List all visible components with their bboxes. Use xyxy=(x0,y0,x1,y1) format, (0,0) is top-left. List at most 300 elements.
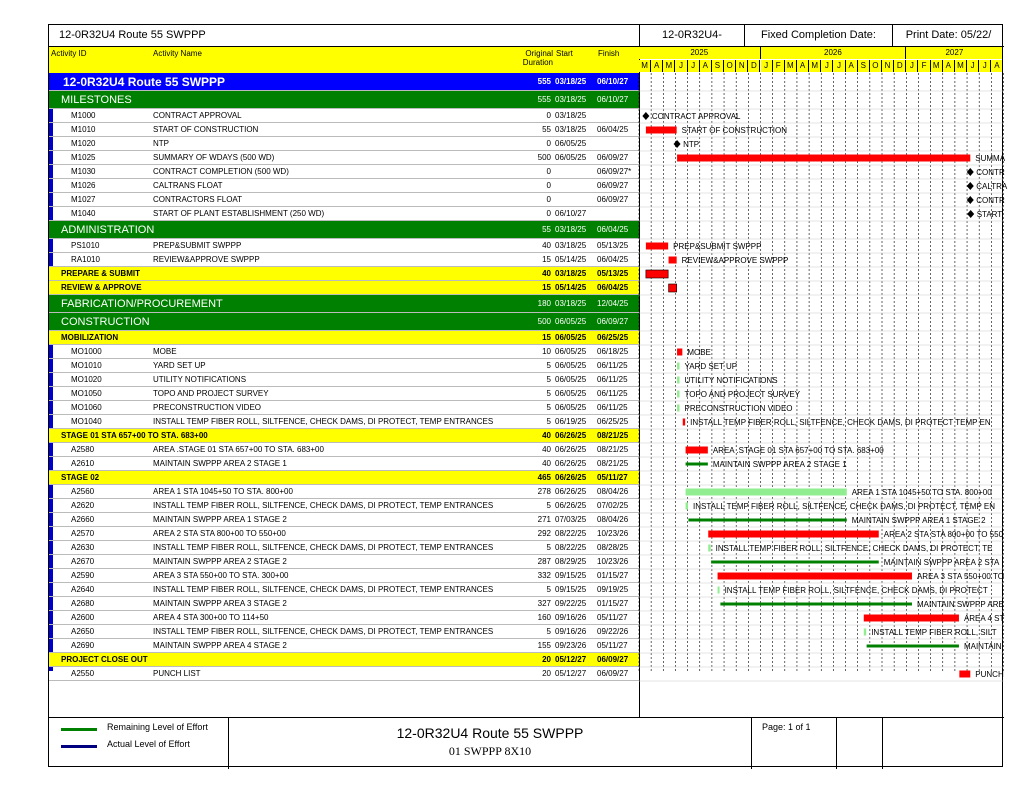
activity-row[interactable] xyxy=(49,667,639,681)
cell-dur: 40 xyxy=(542,241,551,250)
gantt-label: REVIEW&APPROVE SWPPP xyxy=(681,256,789,265)
year-2025: 2025 xyxy=(639,47,761,59)
gantt-bar[interactable] xyxy=(708,531,879,538)
cell-name: MAINTAIN SWPPP AREA 2 STAGE 2 xyxy=(153,557,287,566)
summary-row[interactable] xyxy=(49,73,639,91)
cell-name: AREA 1 STA 1045+50 TO STA. 800+00 xyxy=(153,487,293,496)
month-header: J xyxy=(688,60,700,72)
cell-finish: 06/04/25 xyxy=(597,125,629,134)
cell-dur: 5 xyxy=(546,417,551,426)
cell-name: MAINTAIN SWPPP AREA 2 STAGE 1 xyxy=(153,459,287,468)
summary-row[interactable] xyxy=(49,295,639,313)
schedule-report xyxy=(48,24,1008,767)
cell-id: A2610 xyxy=(71,459,95,468)
cell-id: STAGE 02 xyxy=(61,473,100,482)
cell-id: M1020 xyxy=(71,139,96,148)
cell-name: MAINTAIN SWPPP AREA 4 STAGE 2 xyxy=(153,641,287,650)
cell-dur: 40 xyxy=(542,445,551,454)
gantt-bar[interactable] xyxy=(711,561,879,564)
cell-dur: 278 xyxy=(537,487,551,496)
activity-row[interactable] xyxy=(49,541,639,555)
cell-name: AREA 4 STA 300+00 TO 114+50 xyxy=(153,613,269,622)
report-title: 12-0R32U4 Route 55 SWPPP xyxy=(59,29,206,41)
gantt-bar[interactable] xyxy=(686,489,847,496)
footer-subtitle: 01 SWPPP 8X10 xyxy=(448,744,532,758)
cell-dur: 15 xyxy=(542,333,551,342)
gantt-bar[interactable] xyxy=(677,155,970,162)
cell-dur: 55 xyxy=(542,125,551,134)
legend-remaining-label: Remaining Level of Effort xyxy=(107,722,208,732)
cell-id: A2600 xyxy=(71,613,95,622)
month-header: A xyxy=(943,60,955,72)
gantt-label: MAINTAIN SWPPP AREA 1 STAGE 2 xyxy=(851,516,986,525)
month-header: J xyxy=(967,60,979,72)
cell-dur: 5 xyxy=(546,375,551,384)
cell-start: 09/22/25 xyxy=(555,599,587,608)
gantt-bar[interactable] xyxy=(677,405,679,412)
summary-row[interactable] xyxy=(49,313,639,331)
cell-id: MO1020 xyxy=(71,375,102,384)
gantt-bar[interactable] xyxy=(669,257,677,264)
footer-title: 12-0R32U4 Route 55 SWPPP xyxy=(396,725,584,741)
gantt-label: PRECONSTRUCTION VIDEO xyxy=(684,404,793,413)
activity-row[interactable] xyxy=(49,401,639,415)
cell-id: CONSTRUCTION xyxy=(61,316,150,328)
cell-id: PREPARE & SUBMIT xyxy=(61,269,140,278)
activity-row[interactable] xyxy=(49,443,639,457)
cell-start: 05/14/25 xyxy=(555,255,587,264)
gantt-chart xyxy=(639,73,1008,679)
activity-row[interactable] xyxy=(49,165,639,179)
fixed-completion-label: Fixed Completion Date: xyxy=(761,29,876,41)
cell-finish: 06/10/27 xyxy=(597,77,629,86)
cell-name: START OF CONSTRUCTION xyxy=(153,125,259,134)
cell-id: A2640 xyxy=(71,585,95,594)
month-header: A xyxy=(797,60,809,72)
cell-start: 08/22/25 xyxy=(555,529,587,538)
cell-dur: 20 xyxy=(542,655,551,664)
activity-row[interactable] xyxy=(49,499,639,513)
gantt-bar[interactable] xyxy=(864,615,959,622)
gantt-label: UTILITY NOTIFICATIONS xyxy=(684,376,778,385)
cell-name: NTP xyxy=(153,139,169,148)
month-header: A xyxy=(846,60,858,72)
cell-dur: 465 xyxy=(537,473,551,482)
cell-id: ADMINISTRATION xyxy=(61,224,155,236)
col-finish[interactable]: Finish xyxy=(598,49,620,58)
gantt-bar[interactable] xyxy=(720,603,912,606)
month-header: J xyxy=(675,60,687,72)
cell-id: MO1010 xyxy=(71,361,102,370)
cell-dur: 0 xyxy=(546,111,551,120)
gantt-label: AREA .STAGE 01 STA 657+00 TO STA. 683+00 xyxy=(712,446,884,455)
month-header: J xyxy=(906,60,918,72)
gantt-bar[interactable] xyxy=(864,629,866,636)
cell-finish: 06/09/27 xyxy=(597,655,629,664)
gantt-bar[interactable] xyxy=(688,519,846,522)
cell-id: 12-0R32U4 Route 55 SWPPP xyxy=(63,75,226,89)
activity-row[interactable] xyxy=(49,513,639,527)
cell-start: 06/26/25 xyxy=(555,431,587,440)
month-header: A xyxy=(700,60,712,72)
cell-name: MAINTAIN SWPPP AREA 3 STAGE 2 xyxy=(153,599,287,608)
milestone-marker[interactable] xyxy=(967,196,974,204)
cell-dur: 500 xyxy=(537,153,551,162)
cell-start: 09/23/26 xyxy=(555,641,587,650)
summary-row[interactable] xyxy=(49,281,639,295)
cell-finish: 06/18/25 xyxy=(597,347,629,356)
gantt-label: YARD SET UP xyxy=(684,362,738,371)
cell-dur: 555 xyxy=(537,95,551,104)
activity-row[interactable] xyxy=(49,611,639,625)
cell-finish: 06/11/25 xyxy=(597,375,628,384)
month-header: N xyxy=(882,60,894,72)
month-header: M xyxy=(663,60,675,72)
cell-start: 06/19/25 xyxy=(555,417,587,426)
cell-dur: 40 xyxy=(542,459,551,468)
cell-start: 07/03/25 xyxy=(555,515,587,524)
summary-row[interactable] xyxy=(49,221,639,239)
cell-start: 06/05/25 xyxy=(555,317,587,326)
cell-start: 06/05/25 xyxy=(555,403,587,412)
gantt-bar[interactable] xyxy=(677,349,682,356)
cell-start: 03/18/25 xyxy=(555,225,587,234)
cell-start: 06/05/25 xyxy=(555,153,587,162)
cell-finish: 06/04/25 xyxy=(597,283,629,292)
cell-start: 09/15/25 xyxy=(555,585,587,594)
cell-name: CONTRACTORS FLOAT xyxy=(153,195,243,204)
cell-id: REVIEW & APPROVE xyxy=(61,283,142,292)
gantt-bar[interactable] xyxy=(708,545,710,552)
cell-id: M1025 xyxy=(71,153,96,162)
activity-row[interactable] xyxy=(49,387,639,401)
cell-finish: 08/21/25 xyxy=(597,431,629,440)
gantt-label: MAINTAIN xyxy=(963,642,1002,651)
gantt-label: INSTALL TEMP FIBER ROLL, SILTFENCE, CHECK DAMS, DI PROTECT xyxy=(724,586,988,595)
activity-row[interactable] xyxy=(49,639,639,653)
cell-name: INSTALL TEMP FIBER ROLL, SILTFENCE, CHECK DAMS, DI PROTECT, TEMP ENTRANCES xyxy=(153,627,494,636)
gantt-bar[interactable] xyxy=(686,463,708,466)
activity-row[interactable] xyxy=(49,137,639,151)
cell-dur: 20 xyxy=(542,669,551,678)
cell-dur: 15 xyxy=(542,283,551,292)
gantt-bar[interactable] xyxy=(646,127,677,134)
gantt-label: INSTALL TEMP FIBER ROLL, SILTFENCE, CHECK DAMS, DI PROTECT TEMP EN xyxy=(690,418,991,427)
gantt-label: NTP xyxy=(683,140,700,149)
gantt-bar[interactable] xyxy=(686,447,708,454)
cell-finish: 08/28/25 xyxy=(597,543,629,552)
month-header: J xyxy=(979,60,991,72)
cell-id: A2670 xyxy=(71,557,95,566)
activity-row[interactable] xyxy=(49,359,639,373)
cell-start: 06/05/25 xyxy=(555,389,587,398)
cell-finish: 06/10/27 xyxy=(597,95,629,104)
activity-row[interactable] xyxy=(49,527,639,541)
cell-id: MO1050 xyxy=(71,389,102,398)
cell-dur: 271 xyxy=(537,515,551,524)
activity-row[interactable] xyxy=(49,569,639,583)
gantt-label: MOBE xyxy=(687,348,711,357)
month-header: S xyxy=(858,60,870,72)
cell-finish: 06/09/27 xyxy=(597,181,629,190)
cell-dur: 332 xyxy=(537,571,551,580)
gantt-label: TOPO AND PROJECT SURVEY xyxy=(684,390,801,399)
activity-row[interactable] xyxy=(49,555,639,569)
summary-row[interactable] xyxy=(49,267,639,281)
month-header: N xyxy=(736,60,748,72)
activity-row[interactable] xyxy=(49,597,639,611)
footer-title-block xyxy=(229,718,751,769)
activity-row[interactable] xyxy=(49,151,639,165)
cell-id: RA1010 xyxy=(71,255,100,264)
month-header: J xyxy=(761,60,773,72)
month-header: M xyxy=(785,60,797,72)
cell-finish: 09/22/26 xyxy=(597,627,629,636)
cell-finish: 05/13/25 xyxy=(597,269,629,278)
cell-start: 03/18/25 xyxy=(555,269,587,278)
milestone-marker[interactable] xyxy=(967,210,974,218)
gantt-label: CONTR xyxy=(976,168,1005,177)
cell-id: A2560 xyxy=(71,487,95,496)
col-activity-id[interactable]: Activity ID xyxy=(51,49,87,58)
cell-id: A2690 xyxy=(71,641,95,650)
cell-finish: 05/11/27 xyxy=(597,473,628,482)
cell-start: 03/18/25 xyxy=(555,299,587,308)
cell-dur: 5 xyxy=(546,501,551,510)
gantt-label: AREA 2 STA STA 800+00 TO 550 xyxy=(883,530,1004,539)
cell-finish: 01/15/27 xyxy=(597,571,629,580)
gantt-bar[interactable] xyxy=(677,363,679,370)
cell-start: 06/05/25 xyxy=(555,333,587,342)
cell-name: MOBE xyxy=(153,347,177,356)
project-code-cell xyxy=(639,25,744,47)
summary-bar[interactable] xyxy=(669,284,677,292)
cell-finish: 06/09/27* xyxy=(597,167,632,176)
summary-row[interactable] xyxy=(49,471,639,485)
cell-id: A2580 xyxy=(71,445,95,454)
cell-name: TOPO AND PROJECT SURVEY xyxy=(153,389,269,398)
cell-finish: 07/02/25 xyxy=(597,501,629,510)
cell-dur: 180 xyxy=(537,299,551,308)
cell-start: 09/16/26 xyxy=(555,613,587,622)
gantt-bar[interactable] xyxy=(718,573,912,580)
summary-row[interactable] xyxy=(49,91,639,109)
cell-start: 06/05/25 xyxy=(555,139,587,148)
cell-dur: 155 xyxy=(537,641,551,650)
cell-start: 06/26/25 xyxy=(555,473,587,482)
cell-start: 03/18/25 xyxy=(555,125,587,134)
gantt-bar[interactable] xyxy=(959,671,970,678)
cell-finish: 10/23/26 xyxy=(597,557,629,566)
milestone-marker[interactable] xyxy=(642,112,649,120)
cell-name: AREA .STAGE 01 STA 657+00 TO STA. 683+00 xyxy=(153,445,324,454)
cell-finish: 08/04/26 xyxy=(597,487,629,496)
milestone-marker[interactable] xyxy=(967,182,974,190)
activity-row[interactable] xyxy=(49,179,639,193)
cell-id: M1030 xyxy=(71,167,96,176)
gantt-bar[interactable] xyxy=(686,503,688,510)
summary-row[interactable] xyxy=(49,429,639,443)
cell-dur: 160 xyxy=(537,613,551,622)
gantt-label: MAINTAIN SWPPP ARE xyxy=(916,600,1004,609)
cell-start: 03/18/25 xyxy=(555,95,587,104)
summary-bar[interactable] xyxy=(646,270,668,278)
gantt-label: PREP&SUBMIT SWPPP xyxy=(673,242,762,251)
cell-id: MILESTONES xyxy=(61,94,132,106)
cell-name: REVIEW&APPROVE SWPPP xyxy=(153,255,260,264)
gantt-bar[interactable] xyxy=(677,391,679,398)
gantt-bar[interactable] xyxy=(646,243,668,250)
month-header: J xyxy=(833,60,845,72)
cell-name: SUMMARY OF WDAYS (500 WD) xyxy=(153,153,275,162)
cell-start: 09/15/25 xyxy=(555,571,587,580)
gantt-label: AREA 4 ST xyxy=(963,614,1005,623)
activity-row[interactable] xyxy=(49,625,639,639)
cell-finish: 05/13/25 xyxy=(597,241,629,250)
activity-row[interactable] xyxy=(49,415,639,429)
cell-name: PUNCH LIST xyxy=(153,669,201,678)
cell-finish: 06/09/27 xyxy=(597,195,629,204)
activity-row[interactable] xyxy=(49,583,639,597)
cell-id: MO1060 xyxy=(71,403,102,412)
cell-name: AREA 3 STA 550+00 TO STA. 300+00 xyxy=(153,571,289,580)
cell-start: 06/10/27 xyxy=(555,209,587,218)
cell-start: 06/26/25 xyxy=(555,459,587,468)
report-header-left xyxy=(49,25,639,47)
month-header: M xyxy=(639,60,651,72)
gantt-label: INSTALL TEMP FIBER ROLL, SILT xyxy=(871,628,997,637)
cell-finish: 12/04/25 xyxy=(597,299,629,308)
month-header: J xyxy=(821,60,833,72)
cell-name: INSTALL TEMP FIBER ROLL, SILTFENCE, CHECK DAMS, DI PROTECT, TEMP ENTRANCES xyxy=(153,417,494,426)
col-duration[interactable]: Original Duration xyxy=(522,49,553,67)
cell-start: 05/12/27 xyxy=(555,655,587,664)
gantt-bar[interactable] xyxy=(683,419,685,426)
gantt-label: START xyxy=(976,210,1003,219)
month-header: M xyxy=(931,60,943,72)
cell-dur: 0 xyxy=(546,167,551,176)
cell-id: A2660 xyxy=(71,515,95,524)
cell-name: START OF PLANT ESTABLISHMENT (250 WD) xyxy=(153,209,325,218)
cell-finish: 06/04/25 xyxy=(597,225,629,234)
cell-finish: 08/21/25 xyxy=(597,459,629,468)
cell-dur: 15 xyxy=(542,255,551,264)
month-header: M xyxy=(955,60,967,72)
cell-id: STAGE 01 STA 657+00 TO STA. 683+00 xyxy=(61,431,208,440)
activity-row[interactable] xyxy=(49,123,639,137)
gantt-label: CALTRA xyxy=(976,182,1008,191)
col-start[interactable]: Start xyxy=(556,49,573,58)
month-header: D xyxy=(748,60,760,72)
summary-row[interactable] xyxy=(49,653,639,667)
activity-row[interactable] xyxy=(49,485,639,499)
cell-start: 05/14/25 xyxy=(555,283,587,292)
cell-finish: 06/09/27 xyxy=(597,669,629,678)
month-header: M xyxy=(809,60,821,72)
cell-name: CONTRACT COMPLETION (500 WD) xyxy=(153,167,289,176)
activity-row[interactable] xyxy=(49,193,639,207)
month-header: O xyxy=(724,60,736,72)
cell-dur: 500 xyxy=(537,317,551,326)
cell-dur: 5 xyxy=(546,585,551,594)
cell-id: MOBILIZATION xyxy=(61,333,119,342)
print-date-label: Print Date: 05/22/ xyxy=(905,29,992,41)
activity-row[interactable] xyxy=(49,239,639,253)
gantt-label: CONTRACT APPROVAL xyxy=(651,112,741,121)
milestone-marker[interactable] xyxy=(967,168,974,176)
cell-id: A2590 xyxy=(71,571,95,580)
cell-id: A2650 xyxy=(71,627,95,636)
cell-start: 05/12/27 xyxy=(555,669,587,678)
cell-dur: 555 xyxy=(537,77,551,86)
cell-dur: 0 xyxy=(546,209,551,218)
gantt-label: CONTR xyxy=(976,196,1005,205)
activity-row[interactable] xyxy=(49,109,639,123)
gantt-label: START OF CONSTRUCTION xyxy=(681,126,788,135)
cell-finish: 06/11/25 xyxy=(597,361,628,370)
activity-row[interactable] xyxy=(49,373,639,387)
col-activity-name[interactable]: Activity Name xyxy=(153,49,202,58)
activity-row[interactable] xyxy=(49,457,639,471)
cell-start: 06/05/25 xyxy=(555,347,587,356)
summary-row[interactable] xyxy=(49,331,639,345)
gantt-bar[interactable] xyxy=(867,645,959,648)
legend xyxy=(49,718,229,769)
year-2026: 2026 xyxy=(761,47,907,59)
cell-id: FABRICATION/PROCUREMENT xyxy=(61,298,223,310)
activity-row[interactable] xyxy=(49,207,639,221)
cell-id: MO1040 xyxy=(71,417,102,426)
cell-dur: 40 xyxy=(542,431,551,440)
gantt-bar[interactable] xyxy=(718,587,720,594)
legend-actual-swatch xyxy=(61,745,97,748)
cell-dur: 5 xyxy=(546,627,551,636)
cell-finish: 06/04/25 xyxy=(597,255,629,264)
gantt-label: INSTALL TEMP FIBER ROLL, SILTFENCE, CHECK DAMS, DI PROTECT, TEMP EN xyxy=(693,502,996,511)
activity-row[interactable] xyxy=(49,253,639,267)
cell-start: 06/26/25 xyxy=(555,501,587,510)
cell-id: M1026 xyxy=(71,181,96,190)
cell-finish: 06/11/25 xyxy=(597,403,628,412)
gantt-label: PUNCH xyxy=(975,670,1004,679)
cell-finish: 06/25/25 xyxy=(597,333,629,342)
cell-start: 06/26/25 xyxy=(555,487,587,496)
cell-finish: 01/15/27 xyxy=(597,599,629,608)
cell-id: M1000 xyxy=(71,111,96,120)
month-header: O xyxy=(870,60,882,72)
cell-start: 09/16/26 xyxy=(555,627,587,636)
cell-finish: 08/21/25 xyxy=(597,445,629,454)
activity-row[interactable] xyxy=(49,345,639,359)
legend-actual-label: Actual Level of Effort xyxy=(107,739,190,749)
cell-name: CONTRACT APPROVAL xyxy=(153,111,242,120)
cell-name: AREA 2 STA STA 800+00 TO 550+00 xyxy=(153,529,286,538)
gantt-label: SUMMA xyxy=(975,154,1006,163)
cell-dur: 0 xyxy=(546,181,551,190)
cell-id: A2620 xyxy=(71,501,95,510)
cell-start: 06/05/25 xyxy=(555,361,587,370)
cell-start: 08/22/25 xyxy=(555,543,587,552)
gantt-label: INSTALL TEMP FIBER ROLL, SILTFENCE, CHECK DAMS, DI PROTECT, TE xyxy=(715,544,993,553)
gantt-bar[interactable] xyxy=(677,377,679,384)
cell-finish: 05/11/27 xyxy=(597,641,628,650)
month-header: F xyxy=(773,60,785,72)
print-date-cell xyxy=(892,25,1004,47)
milestone-marker[interactable] xyxy=(674,140,681,148)
legend-remaining-swatch xyxy=(61,728,97,731)
project-code: 12-0R32U4- xyxy=(662,29,722,41)
cell-start: 03/18/25 xyxy=(555,77,587,86)
